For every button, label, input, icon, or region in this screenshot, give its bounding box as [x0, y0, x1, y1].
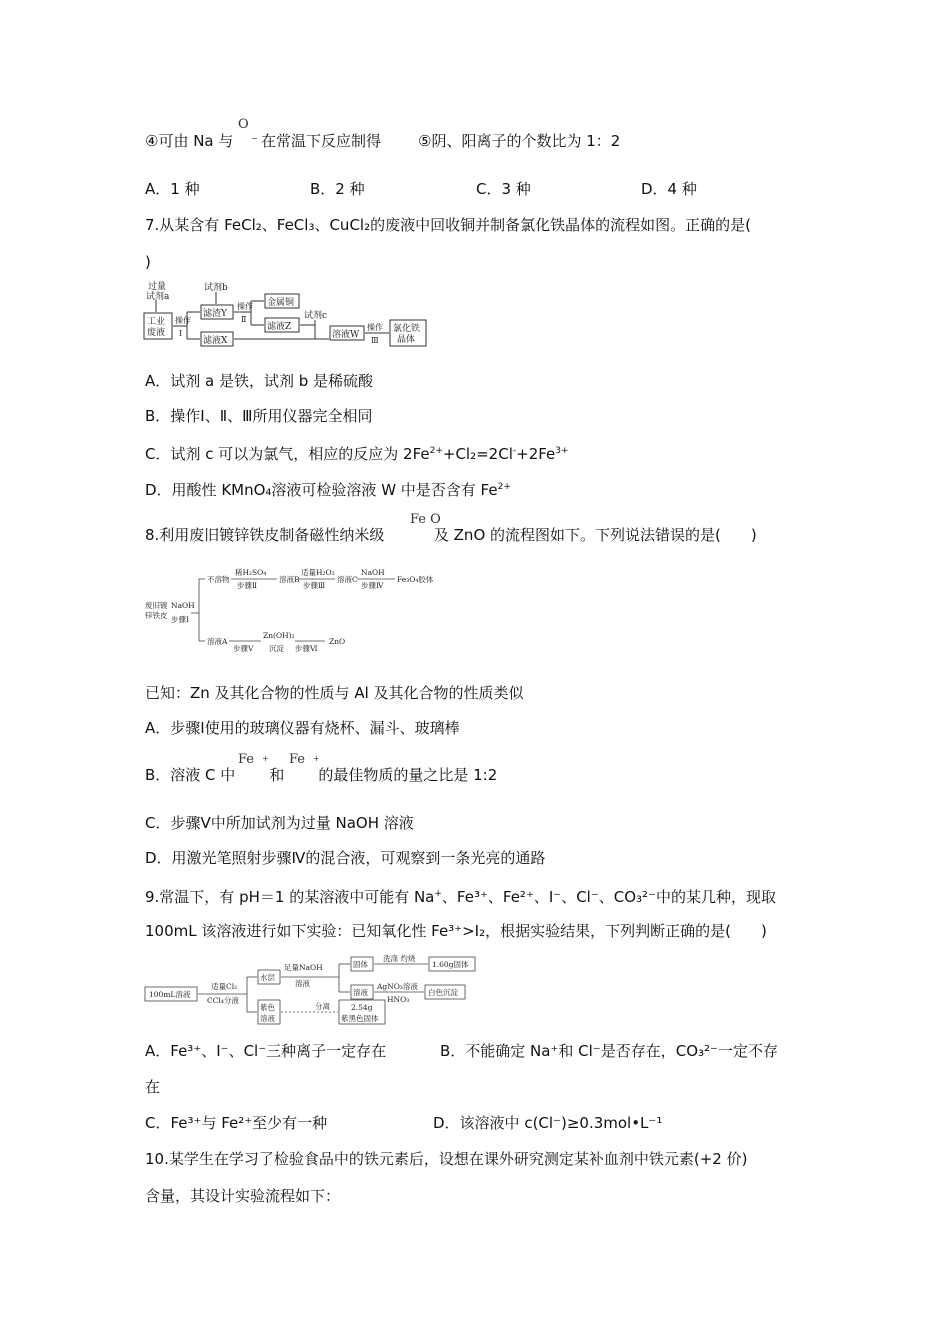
q7-filtrate-x: 滤液X — [203, 336, 228, 346]
q8-known: 已知：Zn 及其化合物的性质与 Al 及其化合物的性质类似 — [145, 684, 524, 702]
q9-purple-solid-1: 2.54g — [351, 1003, 373, 1012]
q6-option-b: B．2 种 — [310, 180, 365, 198]
q9-naoh: 足量NaOH — [284, 963, 323, 972]
q6-option-a: A．1 种 — [145, 180, 200, 198]
q7-option-b: B．操作Ⅰ、Ⅱ、Ⅲ所用仪器完全相同 — [145, 407, 373, 425]
q8-step4: 步骤Ⅳ — [361, 581, 384, 590]
q7-reagent-c: 试剂c — [304, 311, 328, 321]
q8-step2: 步骤Ⅱ — [237, 581, 258, 590]
q9-stem-1-rest: 、Fe³⁺、Fe²⁺、I⁻、Cl⁻、CO₃²⁻中的某几种，现取 — [441, 888, 776, 906]
q8-b-and: 和 — [269, 766, 285, 784]
q7-reagent-a-1: 过量 — [148, 282, 167, 292]
q9-water: 水层 — [260, 973, 275, 982]
q8-start-1: 废旧镀 — [145, 601, 168, 610]
q8-option-a: A．步骤Ⅰ使用的玻璃仪器有烧杯、漏斗、玻璃棒 — [145, 719, 460, 737]
q7-d-sup: 2+ — [497, 482, 511, 492]
q8-b-post: 的最佳物质的量之比是 1:2 — [318, 766, 498, 784]
q7-d-text: D．用酸性 KMnO₄溶液可检验溶液 W 中是否含有 Fe — [145, 481, 498, 499]
q7-c-sup2: - — [512, 446, 517, 456]
q7-c-text1: C．试剂 c 可以为氯气，相应的反应为 2Fe — [145, 445, 430, 463]
q8-znoh2-2: 沉淀 — [269, 644, 284, 653]
q9-agno3: AgNO₃溶液 — [377, 982, 418, 991]
q8-stem — [145, 525, 757, 545]
q8-stem-post: 及 ZnO 的流程图如下。下列说法错误的是( ) — [433, 526, 757, 544]
q8-stem-pre: 8.利用废旧镀锌铁皮制备磁性纳米级 — [145, 526, 385, 544]
q9-solid: 固体 — [353, 960, 368, 969]
q8-sol-a: 溶液A — [207, 637, 228, 646]
q8-znoh2-1: Zn(OH)₂ — [263, 631, 295, 640]
q9-ccl4: CCl₄分液 — [207, 996, 239, 1005]
q7-option-c — [145, 441, 569, 464]
q7-copper: 金属铜 — [267, 298, 295, 308]
q8-flowchart — [143, 565, 443, 655]
q9-stem-1 — [145, 884, 776, 907]
q7-filtrate-z: 滤液Z — [267, 322, 292, 332]
q9-na-sup: + — [434, 889, 442, 899]
q9-stem-2: 100mL 该溶液进行如下实验：已知氧化性 Fe³⁺>I₂，根据实验结果，下列判断正确的是( ) — [145, 922, 767, 940]
q7-stem: 7.从某含有 FeCl₂、FeCl₃、CuCl₂的废液中回收铜并制备氯化铁晶体的流程如图。正确的是( — [145, 216, 751, 234]
q9-flowchart — [143, 953, 483, 1029]
q9-wash: 洗涤 灼烧 — [383, 954, 416, 963]
q9-option-c: C．Fe³⁺与 Fe²⁺至少有一种 — [145, 1114, 328, 1132]
q7-residue-y: 滤渣Y — [203, 309, 227, 319]
q6-option-d: D．4 种 — [641, 180, 697, 198]
q7-option-a: A．试剂 a 是铁，试剂 b 是稀硫酸 — [145, 372, 374, 390]
q7-c-text3: +2Fe — [516, 445, 556, 463]
q8-option-d: D．用激光笔照射步骤Ⅳ的混合液，可观察到一条光亮的通路 — [145, 849, 546, 867]
oxide-o-label: O — [238, 117, 249, 132]
q7-waste-2: 废液 — [147, 328, 166, 338]
q8-b-fe1-sup: + — [262, 754, 269, 763]
q8-step5: 步骤Ⅴ — [233, 644, 254, 653]
q9-option-b-line1: B．不能确定 Na⁺和 Cl⁻是否存在，CO₃²⁻一定不存 — [440, 1042, 778, 1060]
q8-insoluble: 不溶物 — [207, 575, 230, 584]
q9-option-d: D．该溶液中 c(Cl⁻)≥0.3mol•L⁻¹ — [433, 1114, 663, 1132]
q6-item4-text: ④可由 Na 与 — [145, 132, 234, 150]
q9-purple-2: 溶液 — [260, 1014, 275, 1023]
q9-solid-mass: 1.60g固体 — [432, 960, 469, 969]
q6-option-c: C．3 种 — [476, 180, 531, 198]
q10-line1: 10.某学生在学习了检验食品中的铁元素后，设想在课外研究测定某补血剂中铁元素(+2 价) — [145, 1150, 748, 1168]
q8-sol-b: 溶液B — [279, 575, 300, 584]
oxide-minus: − — [251, 134, 258, 143]
q8-sol-c: 溶液C — [337, 575, 358, 584]
q7-solution-w: 溶液W — [332, 330, 360, 340]
q9-option-a: A．Fe³⁺、I⁻、Cl⁻三种离子一定存在 — [145, 1042, 387, 1060]
q9-start: 100mL溶液 — [149, 990, 191, 999]
q9-sol: 溶液 — [353, 988, 368, 997]
q7-option-d — [145, 477, 511, 500]
q7-op1-1: 操作 — [175, 316, 191, 325]
q8-option-c: C．步骤Ⅴ中所加试剂为过量 NaOH 溶液 — [145, 814, 414, 832]
q10-line2: 含量，其设计实验流程如下： — [145, 1187, 341, 1205]
q9-hno3: HNO₃ — [387, 995, 410, 1004]
q8-naoh2: NaOH — [361, 568, 385, 577]
q7-op1-2: Ⅰ — [179, 329, 183, 338]
q8-start-2: 锌铁皮 — [145, 611, 168, 620]
q8-h2so4: 稀H₂SO₄ — [235, 568, 267, 577]
q9-sep: 分离 — [315, 1002, 330, 1011]
q7-c-sup3: 3+ — [555, 446, 569, 456]
q6-item4-rest: 在常温下反应制得 — [260, 132, 381, 150]
q8-step1: 步骤Ⅰ — [171, 615, 189, 624]
q9-white: 白色沉淀 — [428, 988, 458, 997]
q9-purple-1: 紫色 — [260, 1003, 275, 1012]
q7-product-2: 晶体 — [397, 335, 416, 345]
q7-op3-1: 操作 — [367, 323, 383, 332]
q8-step6: 步骤Ⅵ — [295, 644, 318, 653]
q8-fe3o4: Fe₃O₄胶体 — [397, 575, 434, 584]
q8-b-fe2-sup: + — [313, 754, 320, 763]
q7-op2-2: Ⅱ — [241, 315, 247, 324]
q8-option-b — [145, 765, 497, 785]
q8-step3: 步骤Ⅲ — [303, 581, 326, 590]
q9-purple-solid-2: 紫黑色固体 — [341, 1014, 379, 1023]
q7-product-1: 氯化铁 — [393, 324, 421, 334]
q7-op3-2: Ⅲ — [371, 336, 379, 345]
q9-solution: 溶液 — [295, 979, 310, 988]
q7-reagent-a-2: 试剂a — [146, 292, 170, 302]
q7-c-sup1: 2+ — [429, 446, 443, 456]
q7-c-text2: +Cl₂=2Cl — [442, 445, 513, 463]
q9-cl2: 适量Cl₂ — [211, 982, 238, 991]
q7-reagent-b: 试剂b — [204, 283, 228, 293]
q9-option-b-line2: 在 — [145, 1078, 161, 1096]
q8-naoh: NaOH — [171, 601, 195, 610]
q7-flowchart — [143, 280, 433, 352]
q8-b-fe2: Fe — [289, 752, 306, 767]
q8-b-fe1: Fe — [238, 752, 255, 767]
q8-b-text: B．溶液 C 中 — [145, 766, 236, 784]
q6-item5: ⑤阴、阳离子的个数比为 1：2 — [418, 132, 621, 150]
q8-zno: ZnO — [329, 637, 346, 646]
q8-formula: Fe O — [410, 512, 441, 527]
q8-h2o2: 适量H₂O₂ — [301, 568, 335, 577]
q7-waste-1: 工业 — [147, 317, 166, 327]
q7-stem-end: ) — [145, 253, 151, 271]
q7-op2-1: 操作 — [237, 302, 253, 311]
q6-item4 — [145, 131, 381, 151]
q9-stem-1-pre: 9.常温下，有 pH＝1 的某溶液中可能有 Na — [145, 888, 435, 906]
